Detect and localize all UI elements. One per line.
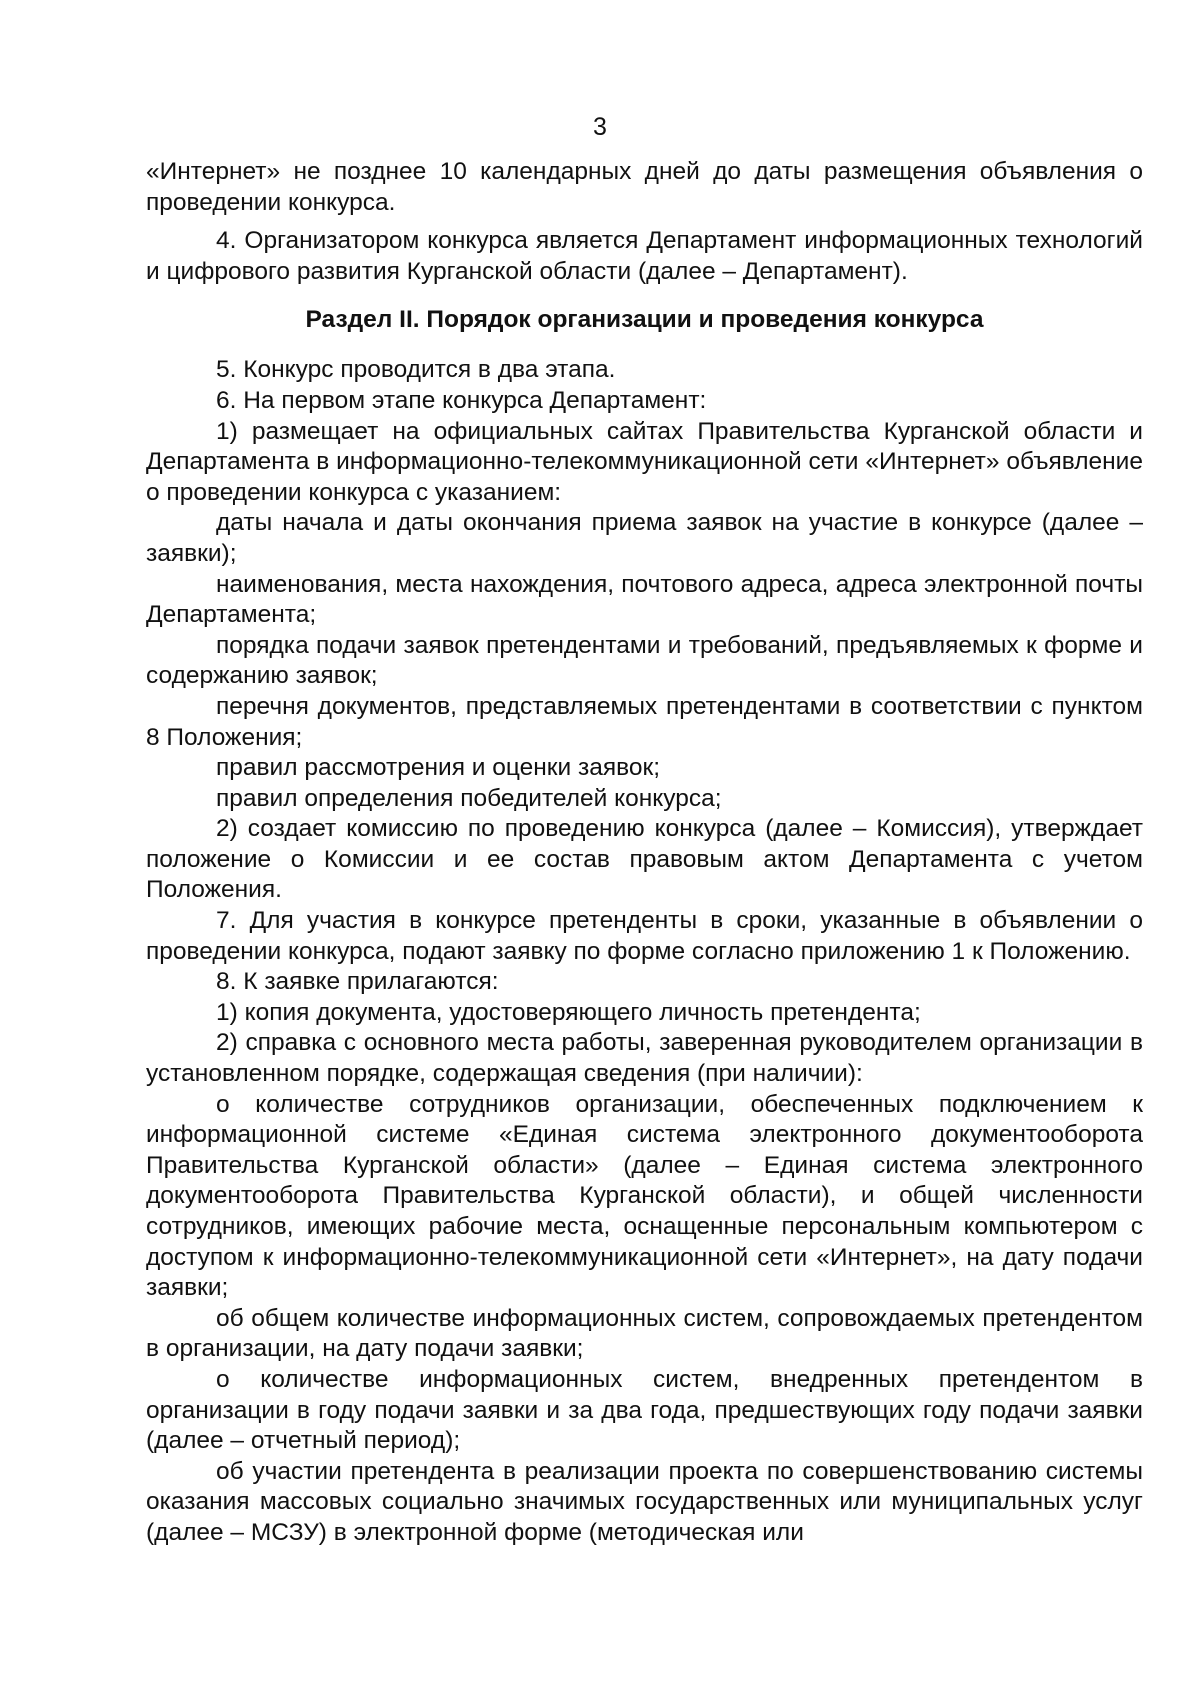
paragraph: об общем количестве информационных систем, сопровождаемых претендентом в организации, на дату подачи заявки; [146,1304,1143,1363]
section-intro [146,157,1143,287]
paragraph: 6. На первом этапе конкурса Департамент: [216,386,707,414]
paragraph: правил рассмотрения и оценки заявок; [216,754,661,782]
paragraph: «Интернет» не позднее 10 календарных дней до даты размещения объявления о проведении конкурса. [146,158,1143,216]
paragraph: наименования, места нахождения, почтового адреса, адреса электронной почты Департамента; [146,570,1143,629]
paragraph: порядка подачи заявок претендентами и требований, предъявляемых к форме и содержанию заявок; [146,631,1143,690]
paragraph: 7. Для участия в конкурсе претенденты в сроки, указанные в объявлении о проведении конкурса, подают заявку по форме согласно приложению 1 к Положению. [146,907,1143,965]
paragraph: 2) создает комиссию по проведению конкурса (далее – Комиссия), утверждает положение о Комиссии и ее состав правовым актом Департамента с учетом Положения. [146,815,1143,904]
section-heading: Раздел II. Порядок организации и проведения конкурса [305,306,984,334]
paragraph: о количестве информационных систем, внедренных претендентом в организации в году подачи заявки и за два года, предшествующих году подачи заявки (далее – отчетный период); [146,1365,1143,1455]
paragraph: об участии претендента в реализации проекта по совершенствованию системы оказания массовых социально значимых государственных или муниципальных услуг (далее – МСЗУ) в электронной форме (методическая или [146,1457,1143,1546]
page-number: 3 [593,113,607,141]
paragraph: 5. Конкурс проводится в два этапа. [216,356,616,384]
paragraph: 4. Организатором конкурса является Департамент информационных технологий и цифрового развития Курганской области (далее – Департамент). [146,227,1143,285]
document-body [146,157,1143,1549]
paragraph: перечня документов, представляемых претендентами в соответствии с пунктом 8 Положения; [146,692,1143,751]
section-body [146,355,1143,1548]
paragraph: 1) копия документа, удостоверяющего личность претендента; [216,998,921,1026]
paragraph: 1) размещает на официальных сайтах Правительства Курганской области и Департамента в информационно-телекоммуникационной сети «Интернет» объявление о проведении конкурса с указанием: [146,417,1143,506]
paragraph: о количестве сотрудников организации, обеспеченных подключением к информационной системе «Единая система электронного документооборота Правительства Курганской области» (далее – Единая система электронного документооборота Правительства Курганской области), и общей численности сотрудников, имеющих рабочие места, оснащенные персональным компьютером с доступом к информационно-телекоммуникационной сети «Интернет», на дату подачи заявки; [146,1090,1143,1302]
paragraph: правил определения победителей конкурса; [216,784,722,812]
paragraph: 8. К заявке прилагаются: [216,968,499,996]
paragraph: даты начала и даты окончания приема заявок на участие в конкурсе (далее – заявки); [146,509,1143,567]
paragraph: 2) справка с основного места работы, заверенная руководителем организации в установленном порядке, содержащая сведения (при наличии): [146,1029,1143,1088]
